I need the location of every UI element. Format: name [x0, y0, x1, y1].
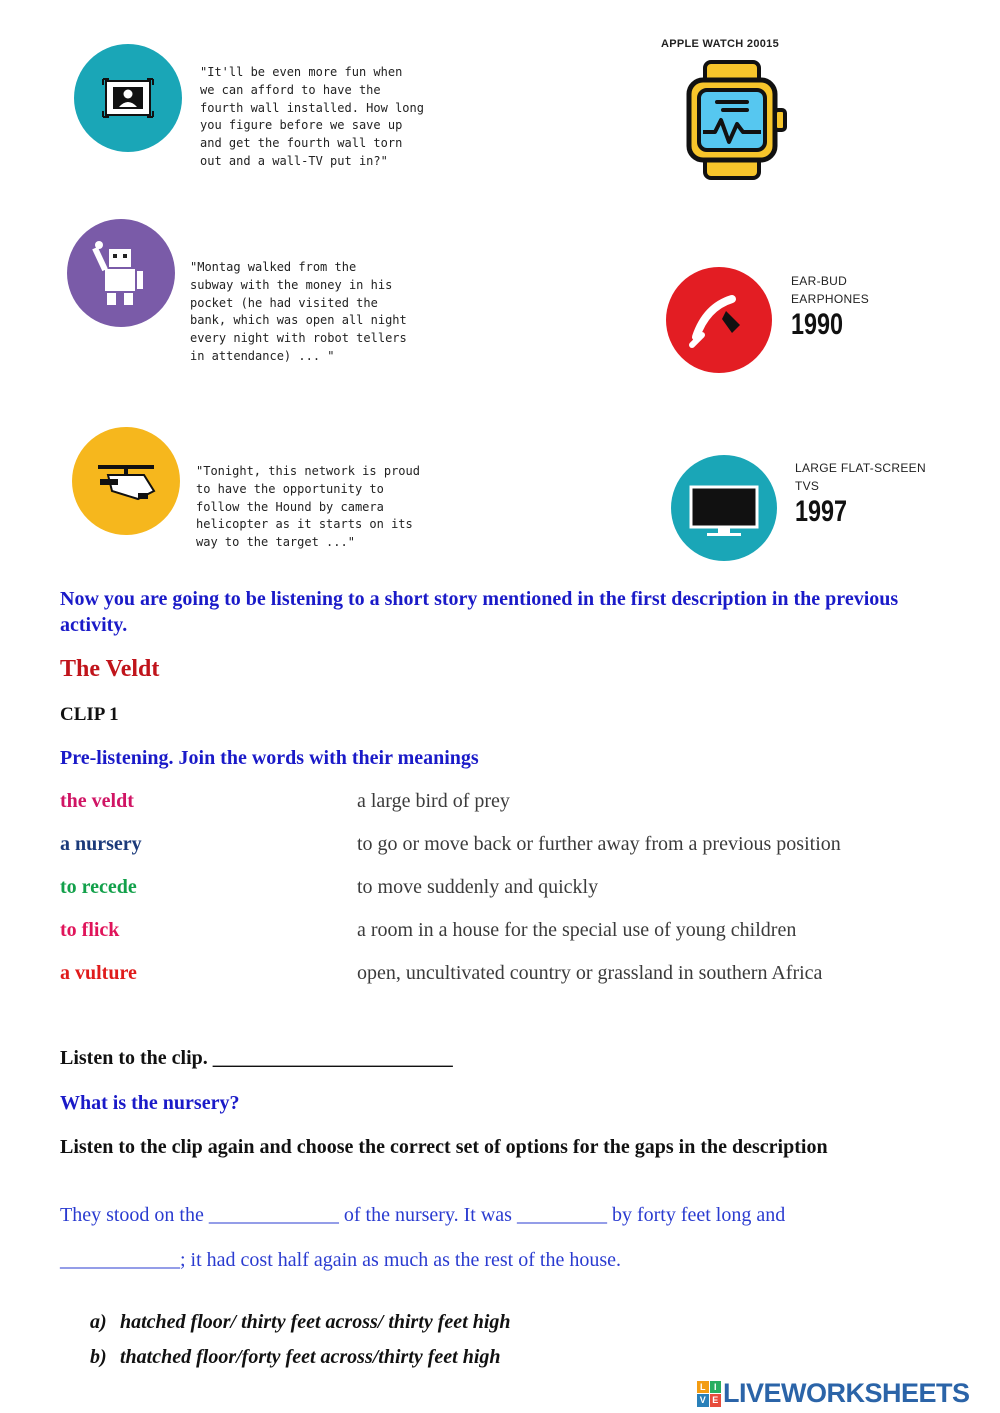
- live-badge-letter: E: [710, 1394, 722, 1407]
- gap-fill-line-1[interactable]: They stood on the _____________ of the nursery. It was _________ by forty feet long and: [60, 1204, 786, 1226]
- clip-label: CLIP 1: [60, 704, 119, 725]
- liveworksheets-logo: [697, 1378, 970, 1409]
- earbud-icon-circle: [666, 267, 772, 373]
- vocab-meaning[interactable]: open, uncultivated country or grassland in southern Africa: [357, 962, 823, 984]
- vocab-word[interactable]: a nursery: [60, 833, 142, 855]
- tv-wall-icon-circle: [74, 44, 182, 152]
- quote-fourth-wall: "It'll be even more fun when we can afford to have the fourth wall installed. How long you figure before we save up and get the fourth wall torn out and a wall-TV put in?": [200, 65, 424, 168]
- camera-helicopter-icon: [72, 427, 180, 535]
- portrait-frame-icon: [74, 44, 182, 152]
- prelistening-heading: Pre-listening. Join the words with their meanings: [60, 747, 479, 769]
- option-letter: b): [90, 1346, 107, 1368]
- apple-watch-label: APPLE WATCH 20015: [661, 38, 779, 50]
- flat-screen-tv-icon: [671, 455, 777, 561]
- liveworksheets-wordmark: LIVEWORKSHEETS: [723, 1378, 970, 1408]
- option-text: hatched floor/ thirty feet across/ thirty feet high: [120, 1311, 511, 1333]
- listen-again-instruction: Listen to the clip again and choose the correct set of options for the gaps in the description: [60, 1136, 828, 1158]
- robot-teller-icon: [67, 219, 175, 327]
- earbud-year: 1990: [791, 308, 844, 341]
- vocab-meaning[interactable]: a large bird of prey: [357, 790, 510, 812]
- tv-label: LARGE FLAT-SCREEN TVS: [795, 461, 926, 493]
- live-badge-letter: V: [697, 1394, 709, 1407]
- option-letter: a): [90, 1311, 107, 1333]
- quote-robot-tellers: "Montag walked from the subway with the money in his pocket (he had visited the bank, which was open all night every night with robot tellers in attendance) ... ": [190, 260, 407, 363]
- live-badge-letter: I: [710, 1381, 722, 1394]
- gap-fill-line-2[interactable]: ____________; it had cost half again as much as the rest of the house.: [60, 1249, 621, 1271]
- quote-camera-helicopter: "Tonight, this network is proud to have the opportunity to follow the Hound by camera helicopter as it starts on its way to the target ...": [196, 464, 420, 550]
- flat-tv-icon-circle: [671, 455, 777, 561]
- vocab-meaning[interactable]: a room in a house for the special use of young children: [357, 919, 797, 941]
- robot-icon-circle: [67, 219, 175, 327]
- option-a[interactable]: [90, 1311, 511, 1334]
- tv-year: 1997: [795, 495, 848, 528]
- story-title: The Veldt: [60, 656, 160, 682]
- question-nursery: What is the nursery?: [60, 1092, 240, 1114]
- listen-prompt[interactable]: Listen to the clip. ________________________: [60, 1047, 453, 1069]
- vocab-meaning[interactable]: to move suddenly and quickly: [357, 876, 599, 898]
- smartwatch-icon: [683, 58, 793, 182]
- vocab-word[interactable]: to flick: [60, 919, 120, 941]
- vocab-meaning[interactable]: to go or move back or further away from a previous position: [357, 833, 841, 855]
- vocab-word[interactable]: to recede: [60, 876, 137, 898]
- vocab-word[interactable]: the veldt: [60, 790, 134, 812]
- vocab-word[interactable]: a vulture: [60, 962, 137, 984]
- intro-instruction: Now you are going to be listening to a short story mentioned in the first description in the previous activity.: [60, 588, 899, 636]
- live-badge-icon: [697, 1381, 721, 1407]
- helicopter-icon-circle: [72, 427, 180, 535]
- option-b[interactable]: [90, 1346, 501, 1369]
- option-text: thatched floor/forty feet across/thirty feet high: [120, 1346, 501, 1368]
- earbud-label: EAR-BUD EARPHONES: [791, 274, 870, 306]
- live-badge-letter: L: [697, 1381, 709, 1394]
- earbud-icon: [666, 267, 772, 373]
